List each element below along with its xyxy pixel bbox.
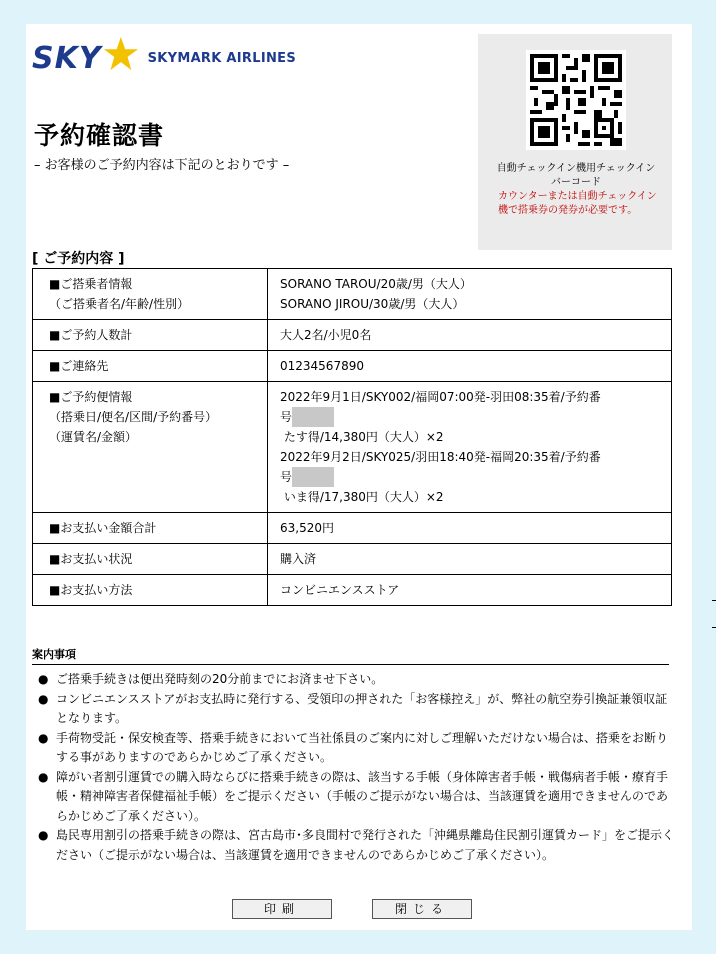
list-item: [32, 768, 678, 827]
checkin-barcode-panel: [478, 34, 672, 250]
value-line: たす得/14,380円（大人）×2: [280, 430, 444, 444]
masked-reservation-number: [292, 407, 334, 427]
print-button[interactable]: 印刷: [232, 899, 332, 919]
booking-details-table: [32, 268, 672, 606]
bullet-icon: ●: [38, 672, 49, 686]
masked-reservation-number: [292, 467, 334, 487]
page-title: 予約確認書: [34, 121, 165, 150]
value-line: 大人2名/小児0名: [280, 328, 372, 342]
page-subtitle: – お客様のご予約内容は下記のとおりです –: [34, 158, 290, 173]
row-value: [268, 513, 672, 544]
value-line: 購入済: [280, 552, 317, 566]
qr-caption: 自動チェックイン機用チェックインバーコード: [496, 163, 656, 188]
table-row: [33, 575, 672, 606]
note-text: 障がい者割引運賃での購入時ならびに搭乗手続きの際は、該当する手帳（身体障害者手帳・戦傷病者手帳・療育手帳・精神障害者保健福祉手帳）をご提示ください（手帳のご提示がない場合は、当該運賃を適用できませんのであらかじめご了承ください）。: [56, 769, 669, 823]
row-value: [268, 575, 672, 606]
list-item: [32, 670, 678, 690]
notes-list: [32, 670, 678, 865]
label-line: ■ご予約人数計: [49, 328, 133, 342]
value-line: 01234567890: [280, 359, 364, 373]
bullet-icon: ●: [38, 769, 49, 784]
value-line: 2022年9月2日/SKY025/羽田18:40発-福岡20:35着/予約番: [280, 450, 601, 464]
value-line: 63,520円: [280, 521, 334, 535]
list-item: [32, 826, 678, 865]
logo-sky-text: SKY: [32, 40, 102, 76]
table-row: [33, 351, 672, 382]
value-line: [280, 467, 665, 487]
row-value: [268, 351, 672, 382]
note-text: 手荷物受託・保安検査等、搭乗手続きにおいて当社係員のご案内に対しご理解いただけない場合は、搭乗をお断りする事がありますのであらかじめご了承ください。: [56, 730, 669, 764]
label-line: ■お支払い状況: [49, 552, 133, 566]
star-icon: [100, 35, 138, 73]
label-line: ■ご搭乗者情報: [49, 277, 133, 291]
reservation-confirmation-page: [26, 24, 692, 930]
notes-title: 案内事項: [32, 648, 76, 661]
value-line: 2022年9月1日/SKY002/福岡07:00発-羽田08:35着/予約番: [280, 390, 601, 404]
row-label: [33, 575, 268, 606]
table-row: [33, 269, 672, 320]
row-label: [33, 513, 268, 544]
label-line: ■ご連絡先: [49, 359, 109, 373]
value-line-text: 号: [280, 470, 293, 484]
divider: [712, 600, 716, 601]
close-button[interactable]: 閉じる: [372, 899, 472, 919]
table-row: [33, 382, 672, 513]
row-label: [33, 320, 268, 351]
table-row: [33, 513, 672, 544]
label-line: （ご搭乗者名/年齢/性別）: [49, 297, 190, 311]
bullet-icon: ●: [38, 828, 49, 842]
label-line: ■ご予約便情報: [49, 390, 133, 404]
note-text: 島民専用割引の搭乗手続きの際は、宮古島市･多良間村で発行された「沖縄県離島住民割引運賃カード」をご提示ください（ご提示がない場合は、当該運賃を適用できませんのであらかじめご了承ください）。: [56, 828, 675, 862]
value-line: [280, 407, 665, 427]
row-value: [268, 544, 672, 575]
note-text: ご搭乗手続きは便出発時刻の20分前までにお済ませ下さい。: [56, 672, 384, 686]
value-line-text: 号: [280, 410, 293, 424]
value-line: SORANO JIROU/30歳/男（大人）: [280, 297, 465, 311]
row-value: [268, 382, 672, 513]
note-text: コンビニエンスストアがお支払時に発行する、受領印の押された「お客様控え」が、弊社の航空券引換証兼領収証となります。: [56, 691, 668, 725]
row-label: [33, 269, 268, 320]
label-line: ■お支払い方法: [49, 583, 133, 597]
row-label: [33, 544, 268, 575]
value-line: いま得/17,380円（大人）×2: [280, 490, 444, 504]
row-label: [33, 351, 268, 382]
table-row: [33, 544, 672, 575]
skymark-logo: [32, 38, 296, 78]
qr-warning: カウンターまたは自動チェックイン機で搭乗券の発券が必要です。: [498, 191, 657, 216]
table-row: [33, 320, 672, 351]
label-line: ■お支払い金額合計: [49, 521, 157, 535]
value-line: SORANO TAROU/20歳/男（大人）: [280, 277, 472, 291]
row-label: [33, 382, 268, 513]
label-line: （搭乗日/便名/区間/予約番号）: [49, 410, 218, 424]
row-value: [268, 269, 672, 320]
booking-section-title: [ ご予約内容 ]: [32, 251, 125, 267]
list-item: [32, 729, 678, 768]
logo-airline-name: SKYMARK AIRLINES: [147, 50, 296, 66]
divider: [32, 664, 669, 665]
value-line: コンビニエンスストア: [280, 583, 400, 597]
bullet-icon: ●: [38, 730, 49, 745]
label-line: （運賃名/金額）: [49, 430, 138, 444]
divider: [712, 627, 716, 628]
bullet-icon: ●: [38, 691, 49, 706]
row-value: [268, 320, 672, 351]
list-item: [32, 690, 678, 729]
qr-code-icon: [526, 50, 626, 150]
